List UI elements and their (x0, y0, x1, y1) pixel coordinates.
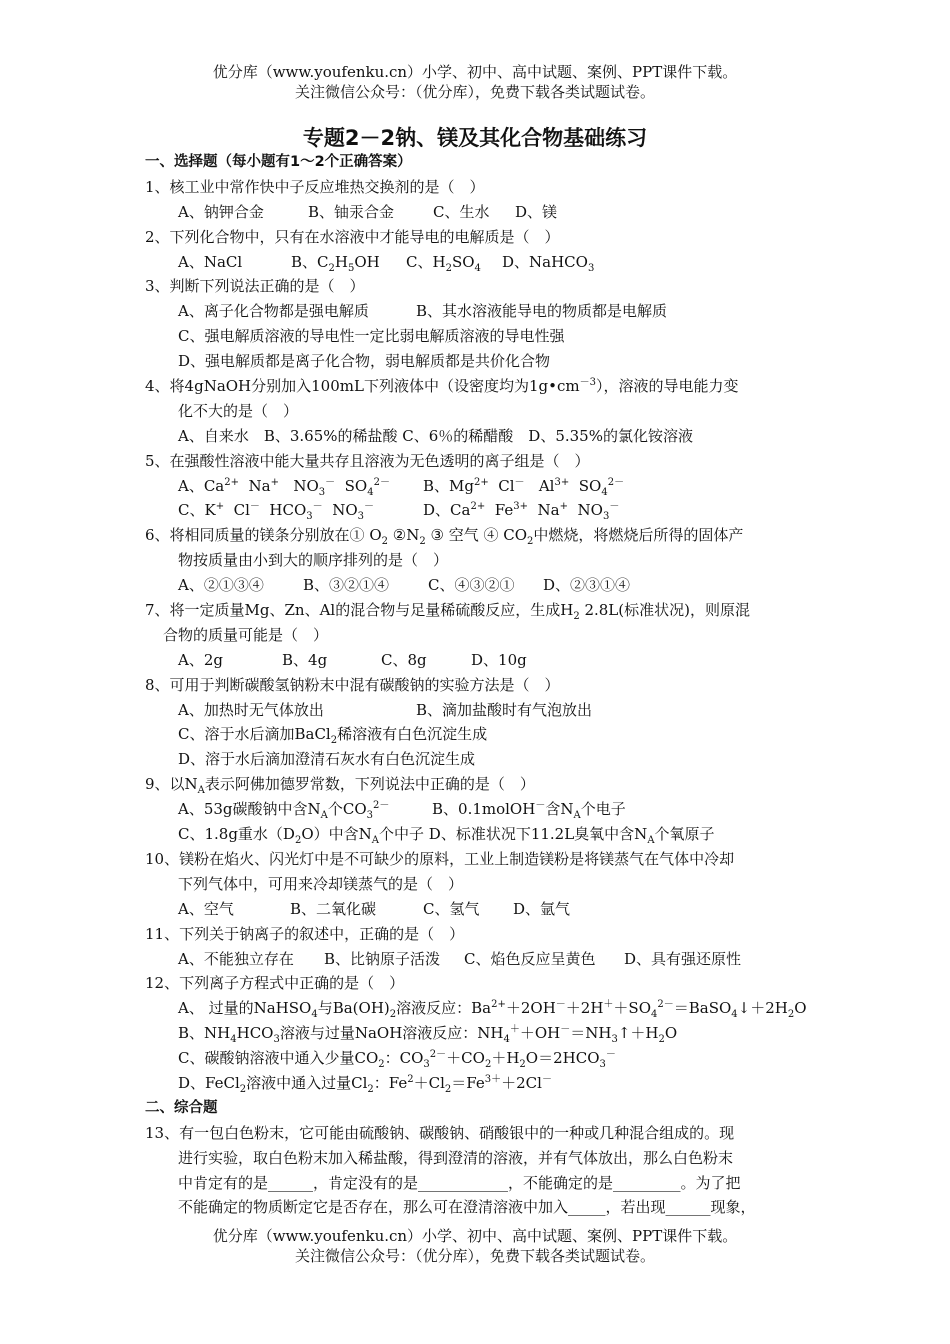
question-10-options (145, 897, 815, 922)
option-c: C、1.8g重水$(D_2O)$中含$N_A$个中子 (178, 825, 429, 847)
question-6: 6、将相同质量的镁条分别放在① $O_2$ $②N_2$ ③ 空气 ④ $CO_2$中燃烧，将燃烧后所得的固体产 (145, 526, 744, 548)
section-heading-comprehensive: 二、综合题 (145, 1099, 218, 1116)
footer-line-1: 优分库（www.youfenku.cn）小学、初中、高中试题、案例、PPT课件下载。 (212, 1227, 738, 1245)
option-b: B、$C_2H_5OH$ (291, 252, 380, 274)
question-13-line-3: 中肯定有的是______，肯定没有的是____________，不能确定的是_________。为了把 (178, 1173, 741, 1192)
option-c: C、强电解质溶液的导电性一定比弱电解质溶液的导电性强 (178, 327, 565, 346)
option-a: A、离子化合物都是强电解质 (178, 302, 369, 321)
question-4: 4、将4gNaOH分别加入100mL下列液体中（设密度均为$1g•cm^{-3}$），溶液的导电能力变 (145, 377, 739, 396)
option-b: B、其水溶液能导电的物质都是电解质 (416, 302, 668, 321)
option-a: A、加热时无气体放出 (178, 700, 324, 719)
option-c: C、生水 (433, 202, 490, 221)
option-d: D、强电解质都是离子化合物，弱电解质都是共价化合物 (178, 352, 551, 371)
option-c: C、K+ Cl－ $HCO_3^-$ $NO_3^-$ (178, 501, 375, 523)
question-4-cont: 化不大的是（ ） (178, 401, 299, 420)
question-6-cont: 物按质量由小到大的顺序排列的是（ ） (178, 551, 449, 570)
option-d: D、氩气 (513, 899, 571, 918)
question-3: 3、判断下列说法正确的是（ ） (145, 277, 365, 296)
option-a: A、钠钾合金 (178, 202, 264, 221)
header-line-1: 优分库（www.youfenku.cn）小学、初中、高中试题、案例、PPT课件下载。 (212, 63, 738, 81)
question-5-options-cd (145, 498, 815, 523)
question-9: 9、以$N_A$表示阿佛加德罗常数，下列说法中正确的是（ ） (145, 775, 535, 797)
question-7-options (145, 648, 815, 673)
option-b: B、$Mg^{2+}$ Cl－ $Al^{3+}$ $SO_4^{2-}$ (423, 476, 625, 498)
question-10: 10、镁粉在焰火、闪光灯中是不可缺少的原料，工业上制造镁粉是将镁蒸气在气体中冷却 (145, 849, 735, 868)
question-10-cont: 下列气体中，可用来冷却镁蒸气的是（ ） (178, 874, 464, 893)
question-5-options-ab (145, 474, 815, 499)
option-b: B、0.1molOH－含$N_A$个电子 (432, 800, 626, 822)
option-d: D、标准状况下11.2L臭氧中含$N_A$个氧原子 (428, 825, 715, 847)
option-d: D、NaHCO$_3$ (502, 252, 595, 274)
option-a: A、2g (178, 650, 223, 669)
question-7: 7、将一定质量Mg、Zn、Al的混合物与足量稀硫酸反应，生成$H_2$ 2.8L(标准状况)，则原混 (145, 601, 750, 623)
question-1-options (145, 200, 815, 225)
question-7-cont: 合物的质量可能是（ ） (163, 625, 329, 644)
option-d: D、$Ca^{2+}$ $Fe^{3+}$ Na+ $NO_3^-$ (423, 501, 620, 523)
option-b: B、比钠原子活泼 (324, 949, 441, 968)
option-d: D、②③①④ (543, 576, 631, 595)
question-8: 8、可用于判断碳酸氢钠粉末中混有碳酸钠的实验方法是（ ） (145, 675, 560, 694)
question-9-options-cd (145, 822, 815, 847)
question-4-options: A、自来水 B、3.65%的稀盐酸 C、6％的稀醋酸 D、5.35%的氯化铵溶液 (178, 426, 693, 445)
option-a: A、②①③④ (178, 576, 264, 595)
option-d: D、溶于水后滴加澄清石灰水有白色沉淀生成 (178, 750, 476, 769)
question-5: 5、在强酸性溶液中能大量共存且溶液为无色透明的离子组是（ ） (145, 451, 590, 470)
question-13-line-4: 不能确定的物质断定它是否存在，那么可在澄清溶液中加入_____，若出现______现象， (178, 1198, 756, 1217)
question-2: 2、下列化合物中，只有在水溶液中才能导电的电解质是（ ） (145, 227, 560, 246)
option-d: D、具有强还原性 (624, 949, 742, 968)
option-c: C、焰色反应呈黄色 (464, 949, 596, 968)
option-b: B、二氧化碳 (290, 899, 377, 918)
option-a: A、不能独立存在 (178, 949, 294, 968)
question-11-options (145, 947, 815, 972)
option-d: D、10g (471, 650, 527, 669)
footer-line-2: 关注微信公众号：（优分库），免费下载各类试题试卷。 (294, 1247, 655, 1265)
page-header (0, 62, 950, 102)
question-9-options-ab (145, 797, 815, 822)
question-13: 13、有一包白色粉末，它可能由硫酸钠、碳酸钠、硝酸银中的一种或几种混合组成的。现 (145, 1123, 735, 1142)
option-b: B、③②①④ (303, 576, 390, 595)
question-1: 1、核工业中常作快中子反应堆热交换剂的是（ ） (145, 177, 485, 196)
question-2-options (145, 250, 815, 275)
option-a: A、NaCl (178, 252, 243, 271)
option-d: D、FeCl$_2$溶液中通入过量$Cl_2$：$Fe^2+Cl_2=Fe^{3+}+2Cl^-$ (178, 1073, 552, 1095)
option-a: A、$Ca^{2+}$ Na+ $NO_3^-$ $SO_4^{2-}$ (178, 476, 390, 498)
question-8-options-ab (145, 698, 815, 723)
option-c: C、8g (381, 650, 427, 669)
option-b: B、4g (282, 650, 328, 669)
question-11: 11、下列关于钠离子的叙述中，正确的是（ ） (145, 924, 465, 943)
question-6-options (145, 573, 815, 598)
option-b: B、$NH_4HCO_3$溶液与过量NaOH溶液反应：$NH_4^++OH^-=NH_3↑+H_2O$ (178, 1024, 678, 1046)
option-c: C、氢气 (423, 899, 480, 918)
option-d: D、镁 (515, 202, 558, 221)
question-12: 12、下列离子方程式中正确的是（ ） (145, 974, 405, 993)
option-b: B、铀汞合金 (308, 202, 395, 221)
question-3-options-ab (145, 299, 815, 324)
section-heading-choice: 一、选择题（每小题有1～2个正确答案） (145, 154, 412, 170)
option-a: A、53g碳酸钠中含$N_A$个$CO_3^{2-}$ (178, 800, 390, 822)
page-title: 专题2－2钠、镁及其化合物基础练习 (302, 126, 648, 150)
header-line-2: 关注微信公众号：（优分库），免费下载各类试题试卷。 (294, 83, 655, 101)
option-c: C、溶于水后滴加BaCl$_2$稀溶液有白色沉淀生成 (178, 725, 488, 747)
option-a: A、空气 (178, 899, 234, 918)
option-a: A、 过量的NaHSO$_4$与$Ba(OH)_2$溶液反应：$Ba^{2+}+2OH^-+2H^++SO_4^{2-}=BaSO_4↓+2H_2O$ (178, 999, 807, 1021)
option-b: B、滴加盐酸时有气泡放出 (416, 700, 593, 719)
page-footer (0, 1226, 950, 1266)
option-c: C、④③②① (428, 576, 515, 595)
exercise-body (145, 150, 815, 1220)
question-13-line-2: 进行实验，取白色粉末加入稀盐酸，得到澄清的溶液，并有气体放出，那么白色粉末 (178, 1148, 734, 1167)
option-c: C、碳酸钠溶液中通入少量$CO_2$：$CO_3^{2-}+CO_2+H_2O=2HCO_3^-$ (178, 1049, 616, 1071)
option-c: C、$H_2SO_4$ (406, 252, 481, 274)
